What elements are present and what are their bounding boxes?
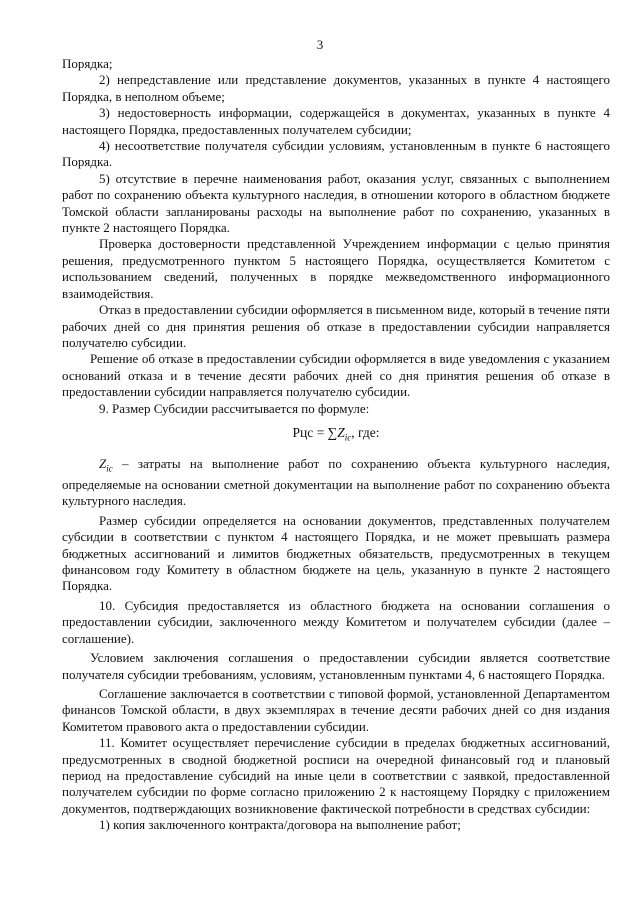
paragraph-section-9: 9. Размер Субсидии рассчитывается по формуле: — [99, 400, 370, 416]
paragraph-order-continuation: Порядка; — [62, 56, 113, 71]
paragraph-zic-definition — [62, 456, 610, 510]
document-body — [62, 56, 610, 834]
formula-tail: , где: — [351, 424, 380, 440]
paragraph-agreement-form: Соглашение заключается в соответствии с типовой формой, установленной Департаментом финансов Томской области, в двух экземплярах в течение десяти рабочих дней со дня издания Комитетом правового акта о предоставлении субсидии. — [62, 685, 610, 734]
formula-lhs: Рцс = ∑ — [292, 424, 338, 440]
page-number: 3 — [316, 37, 324, 52]
paragraph-refusal-notice: Решение об отказе в предоставлении субсидии оформляется в виде уведомления с указанием оснований отказа и в течение десяти рабочих дней со дня принятия решения об отказе в предоставлении субсидии направляется получателю субсидии. — [62, 351, 610, 400]
paragraph-item-5: 5) отсутствие в перечне наименования работ, оказания услуг, связанных с выполнением работ по сохранению объекта культурного наследия, в отношении которого в областном бюджете Томской области запланированы расходы на выполнение работ по сохранению, указанных в пункте 2 настоящего Порядка. — [62, 170, 610, 236]
paragraph-item-2: 2) непредставление или представление документов, указанных в пункте 4 настоящего Порядка, в неполном объеме; — [62, 72, 610, 104]
zic-definition-text: – затраты на выполнение работ по сохранению объекта культурного наследия, определяемые на основании сметной документации на выполнение работ по сохранению объекта культурного наследия. — [62, 456, 610, 509]
subsidy-formula — [62, 425, 610, 446]
paragraph-list-item-1: 1) копия заключенного контракта/договора на выполнение работ; — [99, 817, 461, 833]
paragraph-section-10: 10. Субсидия предоставляется из областного бюджета на основании соглашения о предоставлении субсидии, заключенного между Комитетом и получателем субсидии (далее – соглашение). — [62, 597, 610, 646]
formula-subscript: ic — [344, 432, 352, 443]
paragraph-verification: Проверка достоверности представленной Учреждением информации с целью принятия решения, предусмотренного пунктом 5 настоящего Порядка, осуществляется Комитетом с использованием сведений, полученных в порядке межведомственного информационного взаимодействия. — [62, 236, 610, 301]
formula-variable: Z — [337, 424, 345, 440]
paragraph-subsidy-size: Размер субсидии определяется на основании документов, представленных получателем субсидии в соответствии с пунктом 4 настоящего Порядка, и не может превышать размера бюджетных ассигнований и лимитов бюджетных обязательств, предусмотренных в текущем финансовом году Комитету в областном бюджете на цель, указанную в пункте 2 настоящего Порядка. — [62, 512, 610, 594]
zic-subscript: ic — [106, 463, 113, 474]
paragraph-item-3: 3) недостоверность информации, содержащейся в документах, указанных в пункте 4 настоящего Порядка, предоставленных получателем субсидии; — [62, 105, 610, 137]
zic-variable: Z — [99, 456, 107, 472]
paragraph-item-4: 4) несоответствие получателя субсидии условиям, установленным в пункте 6 настоящего Порядка. — [62, 138, 610, 170]
paragraph-agreement-condition: Условием заключения соглашения о предоставлении субсидии является соответствие получателя субсидии требованиям, условиям, установленным пунктами 4, 6 настоящего Порядка. — [62, 650, 610, 682]
paragraph-refusal-written: Отказ в предоставлении субсидии оформляется в письменном виде, который в течение пяти рабочих дней со дня принятия решения об отказе в предоставлении субсидии направляется получателю субсидии. — [62, 302, 610, 350]
paragraph-section-11: 11. Комитет осуществляет перечисление субсидии в пределах бюджетных ассигнований, предусмотренных в сводной бюджетной росписи на очередной финансовый год и плановый период на предоставление субсидий на иные цели в соответствии с заявкой, предоставленной получателем субсидии по форме согласно приложению 2 к настоящему Порядку с приложением документов, подтверждающих возникновение фактической потребности в средствах субсидии: — [62, 735, 610, 816]
